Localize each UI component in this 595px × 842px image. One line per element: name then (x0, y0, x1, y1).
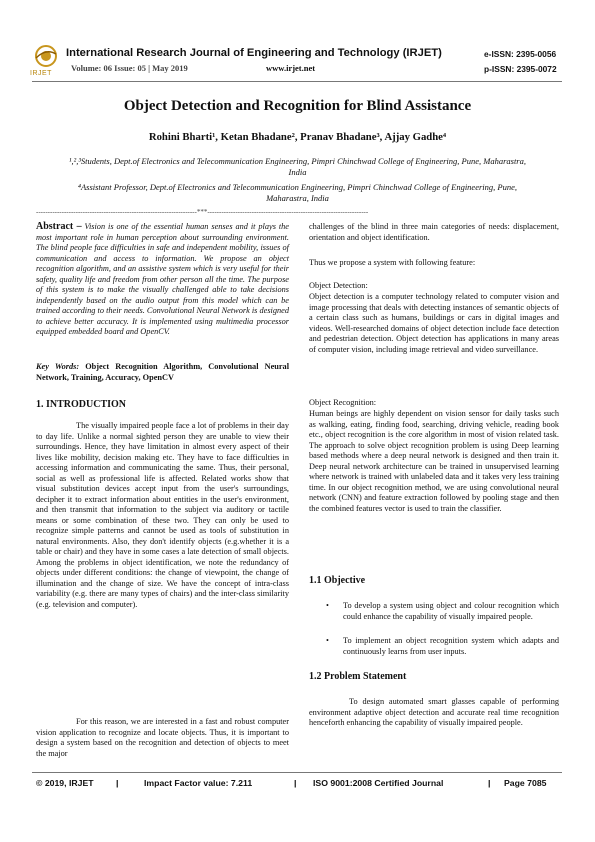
object-recognition-text: Human beings are highly dependent on vision sensor for daily tasks such as walking, eating, finding food, searching, driving vehicle, reading book etc., object recognition is the core algorithm in most of vision related task. The approach to solve object recognition problem is using Deep learning based methods where a deep neural network is designed and then train it. Deep neural network architecture can be trained in unsupervised learning where network is trained with unlabeled data and it takes very less training time. In our object recognition method, we are using convolutional neural network (CNN) and feature extraction followed by pooling stage and then the combined features vector is used to train the classifier. (309, 409, 559, 513)
section-separator: ---------------------------------------------------------------------***--------------------------------------------------------------------- (36, 208, 369, 216)
objective-text-1: To develop a system using object and colour recognition which could enhance the capability of visually impaired people. (343, 601, 559, 621)
keywords-block (36, 362, 289, 383)
footer-divider (32, 772, 562, 773)
e-issn: e-ISSN: 2395-0056 (484, 49, 557, 59)
object-detection-heading: Object Detection: (309, 281, 368, 290)
bullet-icon: • (326, 601, 329, 610)
affiliation-students: ¹,²,³Students, Dept.of Electronics and Telecommunication Engineering, Pimpri Chinchwad College of Engineering, Pune, Maharastra, India (69, 156, 526, 177)
paper-title: Object Detection and Recognition for Blind Assistance (123, 98, 472, 114)
volume-issue: Volume: 06 Issue: 05 | May 2019 (71, 63, 188, 73)
irjet-logo-icon (34, 44, 58, 68)
object-recognition-heading: Object Recognition: (309, 398, 377, 407)
problem-statement-paragraph (309, 697, 559, 729)
problem-statement-text: To design automated smart glasses capable of performing environment adaptive object detection and accurate real time recognition henceforth enhancing the capability of visually impaired people. (309, 697, 559, 727)
abstract-paragraph (36, 222, 289, 338)
footer-copyright: © 2019, IRJET (36, 778, 94, 788)
proposal-sentence: Thus we propose a system with following feature: (309, 258, 476, 267)
p-issn: p-ISSN: 2395-0072 (484, 64, 557, 74)
keywords-label: Key Words: (36, 362, 80, 371)
intro-text-1: The visually impaired people face a lot of problems in their day to day life. Unlike a normal sighted person they are unable to view their surroundings. Hence, they have limitation in almost every aspect of their lives like mobility, decision making etc. They have to face difficulties in accessing information and communicating the same. Thus, their personal, social as well as professional life is affected. Related works show that visual substitution devices accept input from the user's surroundings, decipher it to extract information about entities in the user's environment, and then transmit that information to the subject via auditory or tactile means or some combination of these two. They can only be used to recognize simple patterns and cannot be used as tools of substitution in natural environments. Also, they don't identify objects (e.g.whether it is a table or chair) and they have in some cases a late detection of small objects. Among the problems in object identification, we note the redundancy of objects under different conditions: the change of viewpoint, the change of illumination and the change of size. We have the concept of intra-class variability (e.g. there are many types of chairs) and the inter-class similarity (e.g. television and computer). (36, 421, 289, 609)
continuation-paragraph: challenges of the blind in three main categories of needs: displacement, orientation and object identification. (309, 222, 559, 242)
introduction-heading: 1. INTRODUCTION (36, 399, 127, 410)
keywords-text: Object Recognition Algorithm, Convolutional Neural Network, Training, Accuracy, OpenCV (36, 362, 290, 382)
objective-bullet-2 (309, 636, 559, 657)
journal-name: International Research Journal of Engineering and Technology (IRJET) (66, 47, 442, 59)
objective-bullet-1 (309, 601, 559, 622)
intro-paragraph-2 (36, 717, 289, 759)
objective-text-2: To implement an object recognition system which adapts and continuously learns from user inputs. (343, 636, 559, 656)
logo-text: IRJET (30, 70, 52, 77)
objective-heading: 1.1 Objective (309, 575, 366, 586)
journal-header (0, 0, 595, 82)
journal-website: www.irjet.net (266, 63, 316, 73)
footer-divider-3: | (488, 778, 491, 788)
abstract-label: Abstract – (36, 221, 82, 232)
footer-divider-1: | (116, 778, 119, 788)
abstract-block (36, 222, 289, 338)
affiliation-professor: ⁴Assistant Professor, Dept.of Electronics and Telecommunication Engineering, Pimpri Chinchwad College of Engineering, Pune, Maharastra, India (77, 182, 517, 203)
footer-divider-2: | (294, 778, 297, 788)
problem-statement-heading: 1.2 Problem Statement (309, 671, 407, 682)
footer-impact-factor: Impact Factor value: 7.211 (144, 778, 253, 788)
bullet-icon: • (326, 636, 329, 645)
intro-text-2: For this reason, we are interested in a fast and robust computer vision application to recognize and locate objects. Thus, it is important to design a system based on the recognition and detection of objects to meet the major (36, 717, 289, 758)
footer-iso: ISO 9001:2008 Certified Journal (313, 778, 444, 788)
footer-page-number: Page 7085 (504, 778, 547, 788)
author-list: Rohini Bharti¹, Ketan Bhadane², Pranav Bhadane³, Ajjay Gadhe⁴ (148, 131, 447, 143)
intro-paragraph-1 (36, 421, 289, 610)
abstract-text: Vision is one of the essential human senses and it plays the most important role in human perception about surrounding environment. The blind people face difficulties in safe and independent mobility, issues of communication and access to information. We propose an object recognition algorithm, and an assistive system which is very useful for their safety, quality life and freedom from other person all the time. The purpose of this system is to make the visually challenged able to take decisions independently based on the audio output from this model which can be trained according to their needs. Convolutional Neural Network is designed to achieve better accuracy. It is implemented using multimedia processor equipped embedded board and OpenCV. (36, 222, 289, 336)
object-detection-text: Object detection is a computer technology related to computer vision and image processing that deals with detecting instances of semantic objects of a certain class such as humans, buildings or cars in digital images and videos. Well-researched domains of object detection include face detection and pedestrian detection. Object detection has applications in many areas of computer vision, including image retrieval and video surveillance. (309, 292, 559, 354)
header-divider (32, 81, 562, 82)
